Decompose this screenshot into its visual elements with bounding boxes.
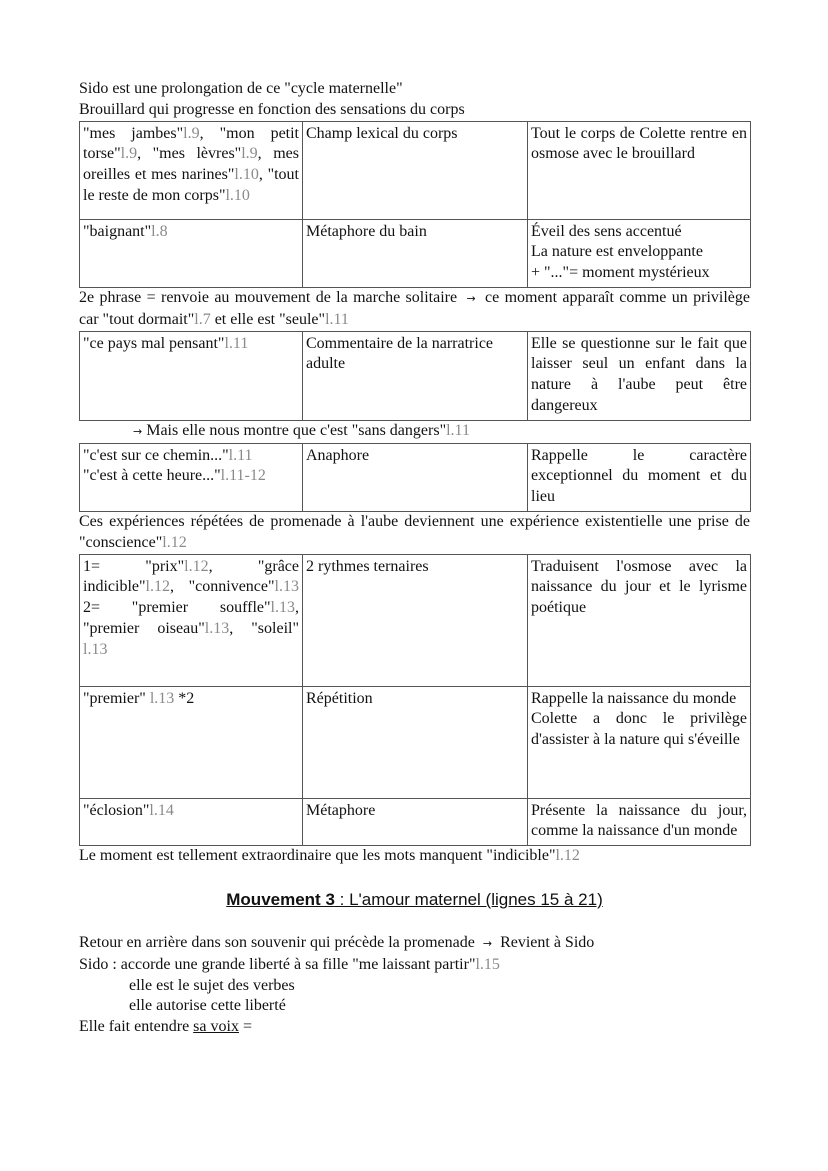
quote-cell	[80, 331, 303, 420]
analysis-table-2	[79, 331, 751, 421]
indented-line-1: elle est le sujet des verbes	[129, 976, 295, 994]
voix-post: =	[238, 1018, 252, 1036]
table-row	[80, 686, 751, 798]
line-reference: l.12	[555, 847, 580, 865]
line-reference: l.13	[270, 599, 295, 617]
interpretation-line: Éveil des sens accentué	[531, 222, 682, 240]
text-segment: Ces expériences répétées de promenade à l'aube deviennent une expérience existentielle une prise de "conscience"	[79, 512, 750, 551]
line-reference: l.11-12	[220, 467, 266, 485]
voix-underlined: sa voix	[193, 1018, 239, 1036]
text-segment: ce moment apparaît comme un privilège car "tout dormait"	[79, 288, 751, 328]
line-reference: l.15	[475, 955, 500, 973]
line-reference: l.12	[162, 533, 187, 551]
table-row	[80, 121, 751, 219]
text-segment: , mes oreilles et mes narines"	[83, 145, 299, 184]
line-reference: l.9	[120, 145, 138, 163]
analysis-table-3	[79, 443, 751, 512]
text-segment: "ce pays mal pensant"	[83, 334, 225, 352]
table-row	[80, 219, 751, 287]
line-reference: l.13	[149, 689, 175, 707]
text-segment: "éclosion"	[83, 801, 150, 819]
text-segment: 1= "prix"	[83, 557, 185, 575]
intro-line-2: Brouillard qui progresse en fonction des sensations du corps	[79, 100, 465, 118]
heading-rest: : L'amour maternel (lignes 15 à 21)	[334, 889, 603, 909]
interpretation-cell: Traduisent l'osmose avec la naissance du jour et le lyrisme poétique	[528, 554, 751, 686]
text-segment: , "connivence"	[169, 578, 275, 596]
interpretation-cell: Rappelle le caractère exceptionnel du moment et du lieu	[528, 443, 751, 511]
device-cell: Commentaire de la narratrice adulte	[303, 331, 528, 420]
text-segment: "mes jambes"	[83, 124, 184, 142]
text-segment: et elle est "seule"	[210, 310, 326, 328]
text-segment: Le moment est tellement extraordinaire que les mots manquent "indicible"	[79, 847, 556, 865]
text-segment: , "mon petit torse"	[83, 124, 300, 163]
line-reference: l.13	[83, 640, 108, 658]
heading-bold: Mouvement 3	[226, 889, 335, 909]
text-segment: 2= "premier souffle"	[83, 599, 271, 617]
text-segment: , "tout le reste de mon corps"	[83, 166, 299, 204]
device-cell: Métaphore du bain	[303, 219, 528, 287]
section-heading	[79, 889, 750, 911]
paragraph-indicible	[79, 846, 750, 867]
interpretation-cell: Présente la naissance du jour, comme la naissance d'un monde	[528, 798, 751, 846]
device-cell: Répétition	[303, 686, 528, 798]
text-segment: , "soleil"	[229, 619, 299, 637]
line-reference: l.11	[325, 310, 349, 328]
interpretation-line: La nature est enveloppante	[531, 243, 703, 261]
quote-line	[83, 446, 299, 467]
line-reference: l.12	[145, 578, 170, 596]
text-segment: Mais elle nous montre que c'est "sans dangers"	[146, 421, 447, 439]
line-reference: l.8	[151, 222, 168, 240]
analysis-table-4	[79, 554, 751, 847]
text-segment: 2e phrase = renvoie au mouvement de la marche solitaire	[79, 288, 463, 306]
arrow-icon: →	[482, 936, 493, 950]
analysis-table-1	[79, 121, 751, 288]
voix-pre: Elle fait entendre	[79, 1018, 194, 1036]
text-segment: Revient à Sido	[496, 933, 595, 951]
arrow-icon: →	[133, 424, 143, 438]
interpretation-cell: Elle se questionne sur le fait que laisser seul un enfant dans la nature à l'aube peut être dangereux	[528, 331, 751, 420]
text-segment: , "grâce indicible"	[83, 557, 299, 596]
text-segment: , "mes lèvres"	[137, 145, 242, 163]
paragraph-experiences	[79, 512, 750, 554]
interpretation-line: Rappelle la naissance du monde	[531, 689, 737, 707]
quote-cell	[80, 798, 303, 846]
device-cell: Anaphore	[303, 443, 528, 511]
paragraph-voix	[79, 1017, 750, 1038]
quote-cell	[80, 121, 303, 219]
interpretation-line: + "..."= moment mystérieux	[531, 264, 710, 282]
table-row	[80, 798, 751, 846]
line-reference: l.9	[241, 145, 258, 163]
table-row	[80, 331, 751, 420]
text-segment: "baignant"	[83, 222, 152, 240]
text-segment: , "premier oiseau"	[83, 599, 299, 637]
quote-cell	[80, 443, 303, 511]
line-reference: l.14	[149, 801, 174, 819]
interpretation-cell	[528, 686, 751, 798]
table-row	[80, 554, 751, 686]
paragraph-sans-dangers	[79, 421, 750, 443]
text-segment: "premier"	[83, 689, 150, 707]
arrow-icon: →	[466, 291, 476, 305]
paragraph-sido	[79, 955, 750, 976]
interpretation-cell	[528, 219, 751, 287]
text-segment: "c'est à cette heure..."	[83, 467, 221, 485]
quote-cell	[80, 554, 303, 686]
device-cell: Champ lexical du corps	[303, 121, 528, 219]
line-reference: l.10	[234, 166, 259, 184]
device-cell: 2 rythmes ternaires	[303, 554, 528, 686]
text-segment: Retour en arrière dans son souvenir qui précède la promenade	[79, 933, 479, 951]
line-reference: l.11	[224, 334, 249, 352]
table-row	[80, 443, 751, 511]
line-reference: l.9	[183, 124, 200, 142]
line-reference: l.10	[225, 186, 250, 204]
quote-cell	[80, 686, 303, 798]
line-reference: l.12	[184, 557, 209, 575]
intro-line-1: Sido est une prolongation de ce "cycle maternelle"	[79, 80, 403, 97]
line-reference: l.7	[194, 310, 211, 328]
interpretation-cell: Tout le corps de Colette rentre en osmose avec le brouillard	[528, 121, 751, 219]
indented-line-2: elle autorise cette liberté	[129, 997, 286, 1015]
quote-cell	[80, 219, 303, 287]
line-reference: l.13	[204, 619, 230, 637]
interpretation-line: Colette a donc le privilège d'assister à la nature qui s'éveille	[531, 710, 747, 749]
document-page	[79, 79, 750, 1038]
text-segment: "c'est sur ce chemin..."	[83, 446, 229, 464]
quote-line	[83, 466, 299, 487]
device-cell: Métaphore	[303, 798, 528, 846]
line-reference: l.11	[228, 446, 253, 464]
text-segment: *2	[174, 689, 195, 707]
line-reference: l.11	[446, 421, 470, 439]
text-segment: Sido : accorde une grande liberté à sa fille "me laissant partir"	[79, 955, 476, 973]
paragraph-marche-solitaire	[79, 288, 750, 331]
line-reference: l.13	[274, 578, 299, 596]
paragraph-retour	[79, 933, 750, 955]
